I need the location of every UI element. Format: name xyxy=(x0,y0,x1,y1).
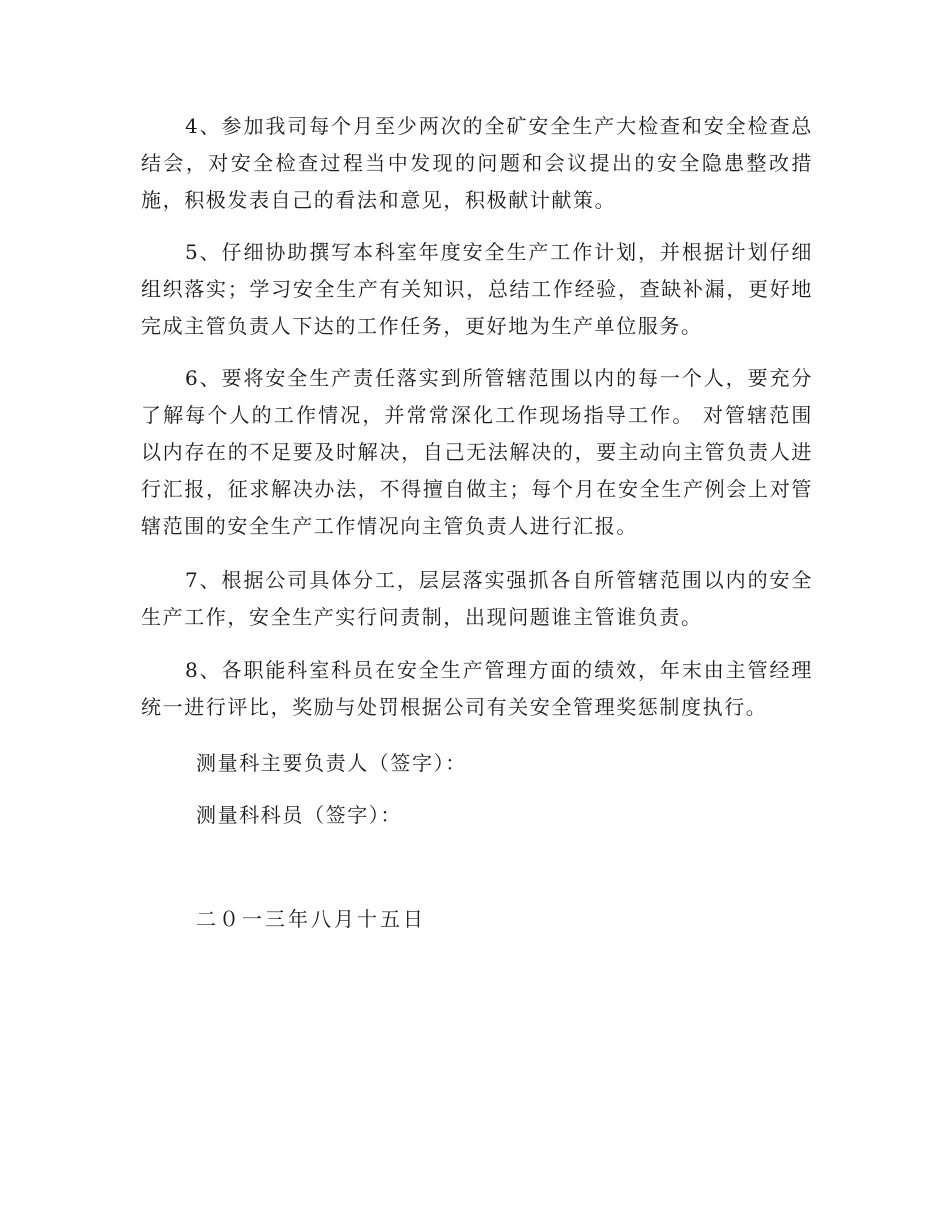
paragraph-item-7: 7、根据公司具体分工，层层落实强抓各自所管辖范围以内的安全生产工作，安全生产实行问责制，出现问题谁主管谁负责。 xyxy=(141,568,813,629)
document-date: 二０一三年八月十五日 xyxy=(196,907,426,931)
paragraph-item-8: 8、各职能科室科员在安全生产管理方面的绩效，年末由主管经理统一进行评比，奖励与处罚根据公司有关安全管理奖惩制度执行。 xyxy=(141,658,813,719)
signature-line-staff: 测量科科员（签字）： xyxy=(196,803,402,827)
paragraph-item-5: 5、仔细协助撰写本科室年度安全生产工作计划，并根据计划仔细组织落实；学习安全生产有关知识，总结工作经验，查缺补漏，更好地完成主管负责人下达的工作任务，更好地为生产单位服务。 xyxy=(141,240,813,338)
signature-line-head: 测量科主要负责人（签字）： xyxy=(196,751,467,775)
paragraph-item-6: 6、要将安全生产责任落实到所管辖范围以内的每一个人，要充分了解每个人的工作情况，并常常深化工作现场指导工作。 对管辖范围以内存在的不足要及时解决，自己无法解决的，要主动向主管负责人进行汇报，征求解决办法，不得擅自做主；每个月在安全生产例会上对管辖范围的安全生产工作情况向主管负责人进行汇报。 xyxy=(141,366,813,538)
paragraph-item-4: 4、参加我司每个月至少两次的全矿安全生产大检查和安全检查总结会，对安全检查过程当中发现的问题和会议提出的安全隐患整改措施，积极发表自己的看法和意见，积极献计献策。 xyxy=(141,114,813,212)
